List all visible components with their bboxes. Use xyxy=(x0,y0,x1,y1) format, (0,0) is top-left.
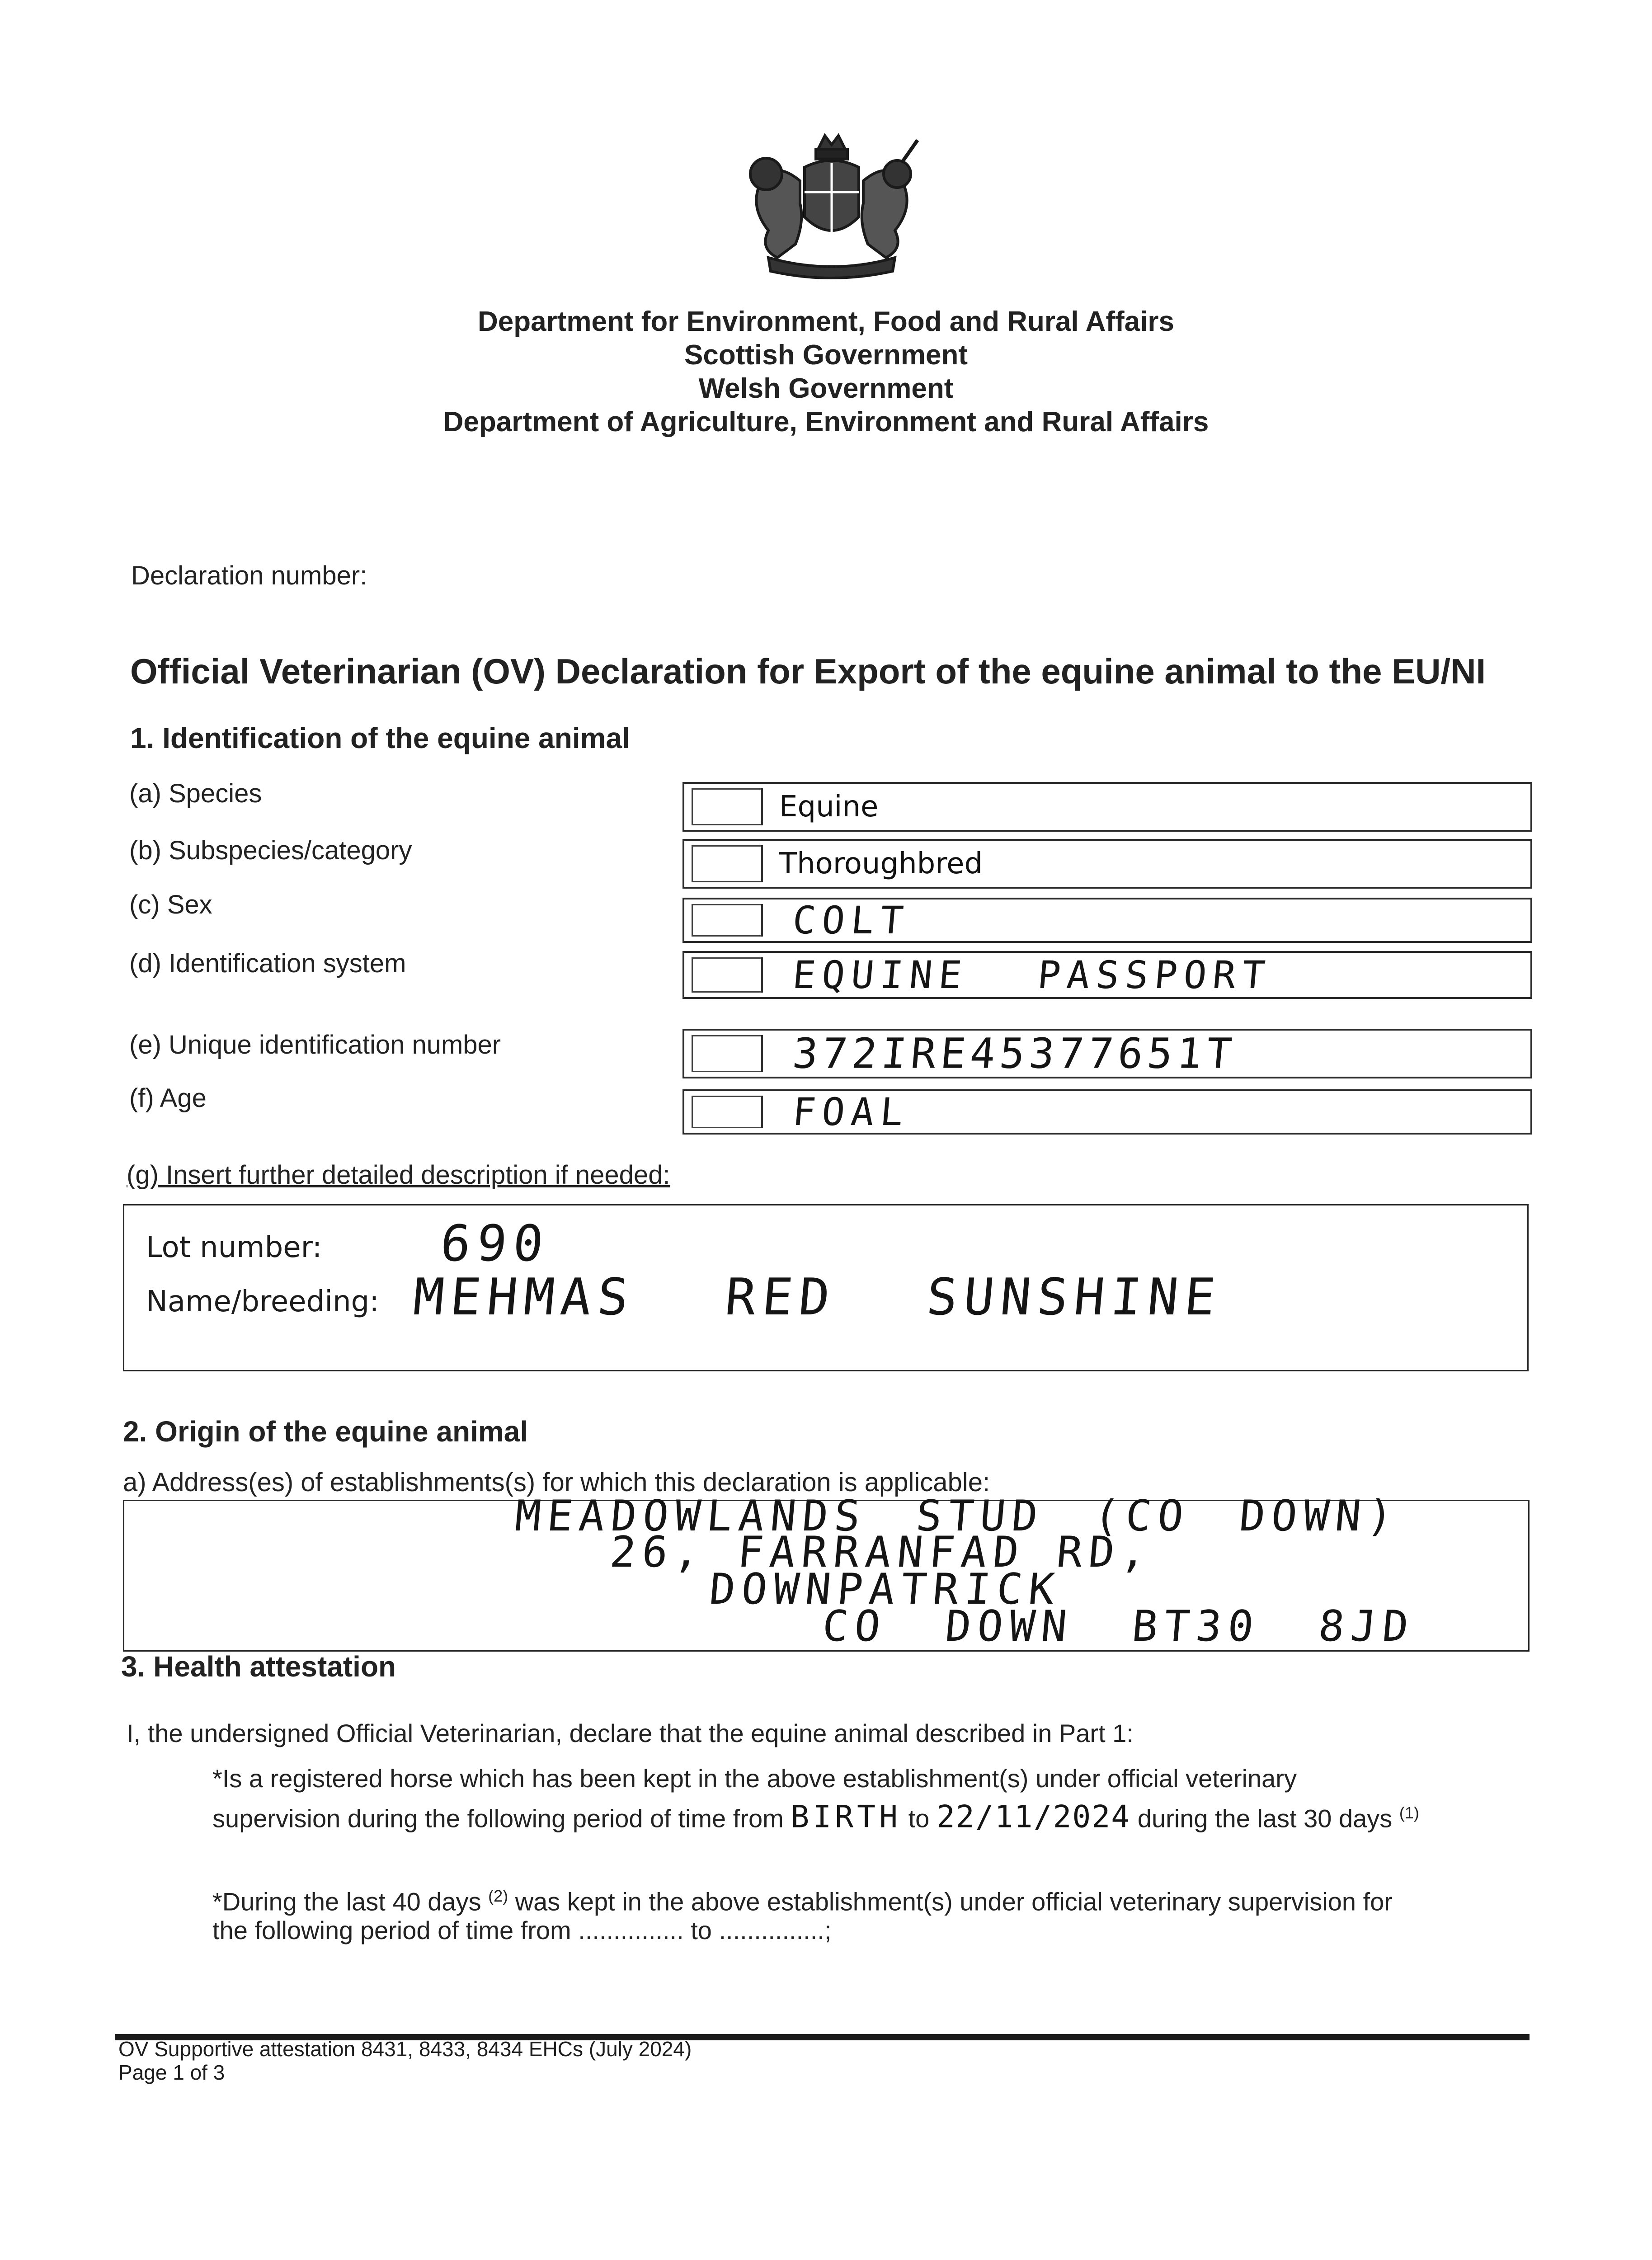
footer-page-number: Page 1 of 3 xyxy=(118,2061,225,2084)
lot-number-value: 690 xyxy=(438,1215,552,1272)
species-value: Equine xyxy=(779,790,879,824)
p1-to-value: 22/11/2024 xyxy=(936,1799,1131,1835)
department-defra: Department for Environment, Food and Rural Affairs xyxy=(478,306,1174,337)
uid-field[interactable] xyxy=(682,1029,1532,1078)
age-label: (f) Age xyxy=(129,1083,207,1113)
lot-number-label: Lot number: xyxy=(146,1231,322,1264)
subspecies-value: Thoroughbred xyxy=(779,847,983,880)
p1-line1: *Is a registered horse which has been kept in the above establishment(s) under official veterinary xyxy=(212,1764,1297,1793)
p2-line1-post: was kept in the above establishment(s) under official veterinary supervision for xyxy=(515,1887,1393,1916)
sex-value: COLT xyxy=(791,898,912,942)
section3-heading: 3. Health attestation xyxy=(121,1650,396,1683)
p2-line1 xyxy=(212,1880,1393,1918)
further-description-label: (g) Insert further detailed description if needed: xyxy=(127,1160,670,1190)
department-daera: Department of Agriculture, Environment and Rural Affairs xyxy=(443,406,1209,438)
section3-intro: I, the undersigned Official Veterinarian, declare that the equine animal described in Part 1: xyxy=(127,1719,1134,1747)
species-label: (a) Species xyxy=(129,779,262,808)
address-line-3: DOWNPATRICK xyxy=(707,1565,1063,1614)
subspecies-label: (b) Subspecies/category xyxy=(129,836,412,865)
p1-from-value: BIRTH xyxy=(791,1799,902,1835)
age-value: FOAL xyxy=(791,1090,912,1134)
department-scottish-government: Scottish Government xyxy=(684,339,968,371)
coat-of-arms-emblem xyxy=(728,131,936,285)
p2-footnote-ref: (2) xyxy=(488,1887,508,1905)
uid-value: 372IRE45377651T xyxy=(791,1029,1238,1078)
identification-system-field[interactable] xyxy=(682,951,1532,999)
address-line-2: 26, FARRANFAD RD, xyxy=(608,1528,1155,1577)
species-field[interactable] xyxy=(682,782,1532,832)
subspecies-field[interactable] xyxy=(682,839,1532,889)
address-label: a) Address(es) of establishments(s) for which this declaration is applicable: xyxy=(123,1468,990,1497)
p1-footnote-ref: (1) xyxy=(1399,1803,1419,1822)
address-line-4: CO DOWN BT30 8JD xyxy=(820,1602,1417,1651)
p1-to-word: to xyxy=(908,1804,930,1833)
age-field[interactable] xyxy=(682,1089,1532,1135)
p2-line2: the following period of time from ............... to ...............; xyxy=(212,1916,832,1945)
p1-line2-text: supervision during the following period of time from xyxy=(212,1804,784,1833)
p1-line2 xyxy=(212,1797,1419,1835)
sex-label: (c) Sex xyxy=(129,890,212,919)
p1-post: during the last 30 days xyxy=(1137,1804,1393,1833)
name-breeding-label: Name/breeding: xyxy=(146,1285,379,1318)
document-title: Official Veterinarian (OV) Declaration for Export of the equine animal to the EU/NI xyxy=(130,651,1486,691)
declaration-number-label: Declaration number: xyxy=(131,561,367,590)
address-line-1: MEADOWLANDS STUD (CO DOWN) xyxy=(513,1492,1402,1541)
section1-heading: 1. Identification of the equine animal xyxy=(130,722,630,754)
further-description-box[interactable] xyxy=(123,1204,1529,1371)
uid-label: (e) Unique identification number xyxy=(129,1030,501,1059)
department-welsh-government: Welsh Government xyxy=(698,373,954,404)
section2-heading: 2. Origin of the equine animal xyxy=(123,1415,528,1448)
sex-field[interactable] xyxy=(682,898,1532,943)
identification-system-label: (d) Identification system xyxy=(129,949,406,978)
p2-line1-pre: *During the last 40 days xyxy=(212,1887,481,1916)
footer-attestation: OV Supportive attestation 8431, 8433, 8434 EHCs (July 2024) xyxy=(118,2037,692,2061)
name-breeding-value: MEHMAS RED SUNSHINE xyxy=(411,1268,1224,1327)
identification-system-value: EQUINE PASSPORT xyxy=(791,953,1273,997)
